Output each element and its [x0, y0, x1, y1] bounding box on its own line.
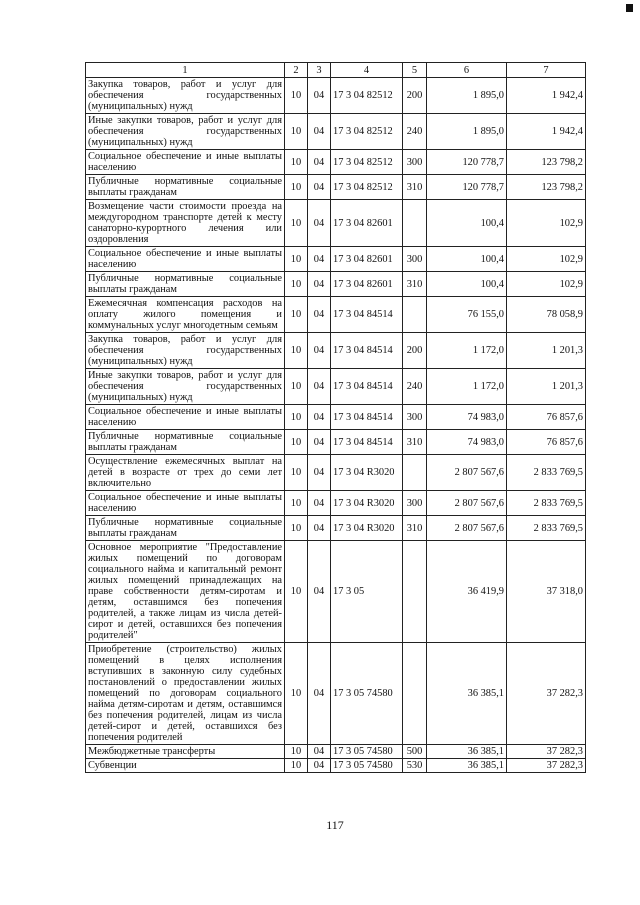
table-row [86, 247, 586, 272]
expense-type-code-cell: 310 [403, 430, 427, 455]
header-cell: 6 [427, 63, 507, 78]
expense-type-code-cell: 240 [403, 114, 427, 150]
amount-year2-cell: 76 857,6 [507, 430, 586, 455]
amount-year2-cell: 37 282,3 [507, 643, 586, 745]
target-article-code-cell: 17 3 04 82601 [331, 272, 403, 297]
target-article-code-cell: 17 3 04 82512 [331, 175, 403, 200]
amount-year2-cell: 1 942,4 [507, 78, 586, 114]
section-code-cell: 10 [285, 247, 308, 272]
target-article-code-cell: 17 3 05 74580 [331, 759, 403, 773]
subsection-code-cell: 04 [308, 405, 331, 430]
row-name-cell: Социальное обеспечение и иные выплаты населению [86, 247, 285, 272]
subsection-code-cell: 04 [308, 78, 331, 114]
target-article-code-cell: 17 3 04 84514 [331, 369, 403, 405]
target-article-code-cell: 17 3 05 74580 [331, 643, 403, 745]
expense-type-code-cell [403, 200, 427, 247]
table-row [86, 745, 586, 759]
table-row [86, 175, 586, 200]
expense-type-code-cell: 240 [403, 369, 427, 405]
subsection-code-cell: 04 [308, 247, 331, 272]
amount-year1-cell: 2 807 567,6 [427, 491, 507, 516]
budget-table [85, 62, 586, 773]
section-code-cell: 10 [285, 114, 308, 150]
amount-year1-cell: 36 385,1 [427, 643, 507, 745]
target-article-code-cell: 17 3 04 82601 [331, 247, 403, 272]
expense-type-code-cell: 300 [403, 405, 427, 430]
amount-year1-cell: 1 895,0 [427, 78, 507, 114]
row-name-cell: Межбюджетные трансферты [86, 745, 285, 759]
subsection-code-cell: 04 [308, 272, 331, 297]
amount-year1-cell: 120 778,7 [427, 175, 507, 200]
table-body [86, 63, 586, 773]
expense-type-code-cell [403, 297, 427, 333]
expense-type-code-cell: 300 [403, 247, 427, 272]
table-row [86, 333, 586, 369]
row-name-cell: Приобретение (строительство) жилых помещений в целях исполнения вступивших в законную силу судебных постановлений о предоставлении жилых помещений по договорам социального найма детям-сиротам и детям, оставшимся без попечения родителей, лицам из числа детей-сирот и детей, оставшихся без попечения родителей [86, 643, 285, 745]
amount-year2-cell: 102,9 [507, 272, 586, 297]
table-row [86, 297, 586, 333]
amount-year1-cell: 76 155,0 [427, 297, 507, 333]
row-name-cell: Иные закупки товаров, работ и услуг для обеспечения государственных (муниципальных) нужд [86, 114, 285, 150]
amount-year1-cell: 74 983,0 [427, 430, 507, 455]
page-number: 117 [326, 818, 344, 832]
amount-year2-cell: 78 058,9 [507, 297, 586, 333]
header-cell: 2 [285, 63, 308, 78]
amount-year1-cell: 100,4 [427, 200, 507, 247]
target-article-code-cell: 17 3 04 84514 [331, 430, 403, 455]
amount-year2-cell: 76 857,6 [507, 405, 586, 430]
amount-year1-cell: 36 419,9 [427, 541, 507, 643]
target-article-code-cell: 17 3 04 R3020 [331, 491, 403, 516]
amount-year2-cell: 102,9 [507, 247, 586, 272]
table-row [86, 150, 586, 175]
section-code-cell: 10 [285, 200, 308, 247]
amount-year1-cell: 1 895,0 [427, 114, 507, 150]
expense-type-code-cell: 300 [403, 491, 427, 516]
expense-type-code-cell: 200 [403, 333, 427, 369]
amount-year2-cell: 123 798,2 [507, 175, 586, 200]
amount-year2-cell: 1 201,3 [507, 369, 586, 405]
row-name-cell: Осуществление ежемесячных выплат на детей в возрасте от трех до семи лет включительно [86, 455, 285, 491]
amount-year1-cell: 120 778,7 [427, 150, 507, 175]
expense-type-code-cell [403, 455, 427, 491]
header-cell: 4 [331, 63, 403, 78]
row-name-cell: Социальное обеспечение и иные выплаты населению [86, 405, 285, 430]
expense-type-code-cell [403, 541, 427, 643]
table-row [86, 78, 586, 114]
target-article-code-cell: 17 3 04 R3020 [331, 455, 403, 491]
section-code-cell: 10 [285, 369, 308, 405]
row-name-cell: Возмещение части стоимости проезда на междугородном транспорте детей к месту санаторно-курортного лечения или оздоровления [86, 200, 285, 247]
table-row [86, 272, 586, 297]
row-name-cell: Социальное обеспечение и иные выплаты населению [86, 150, 285, 175]
section-code-cell: 10 [285, 405, 308, 430]
target-article-code-cell: 17 3 04 82512 [331, 150, 403, 175]
subsection-code-cell: 04 [308, 369, 331, 405]
expense-type-code-cell: 310 [403, 272, 427, 297]
table-header-row [86, 63, 586, 78]
amount-year2-cell: 102,9 [507, 200, 586, 247]
row-name-cell: Социальное обеспечение и иные выплаты населению [86, 491, 285, 516]
row-name-cell: Закупка товаров, работ и услуг для обеспечения государственных (муниципальных) нужд [86, 333, 285, 369]
target-article-code-cell: 17 3 05 74580 [331, 745, 403, 759]
section-code-cell: 10 [285, 333, 308, 369]
row-name-cell: Публичные нормативные социальные выплаты гражданам [86, 430, 285, 455]
amount-year2-cell: 37 282,3 [507, 759, 586, 773]
row-name-cell: Публичные нормативные социальные выплаты гражданам [86, 272, 285, 297]
header-cell: 5 [403, 63, 427, 78]
subsection-code-cell: 04 [308, 297, 331, 333]
section-code-cell: 10 [285, 455, 308, 491]
header-cell: 7 [507, 63, 586, 78]
row-name-cell: Публичные нормативные социальные выплаты гражданам [86, 175, 285, 200]
row-name-cell: Основное мероприятие "Предоставление жилых помещений по договорам социального найма и капитальный ремонт жилых помещений принадлежащих на праве собственности детям-сиротам и детям, оставшимся без попечения родителей, а также лицам из числа детей-сирот и детей, оставшихся без попечения родителей" [86, 541, 285, 643]
amount-year1-cell: 100,4 [427, 247, 507, 272]
amount-year2-cell: 37 282,3 [507, 745, 586, 759]
header-cell: 1 [86, 63, 285, 78]
subsection-code-cell: 04 [308, 541, 331, 643]
subsection-code-cell: 04 [308, 430, 331, 455]
amount-year1-cell: 100,4 [427, 272, 507, 297]
expense-type-code-cell [403, 643, 427, 745]
row-name-cell: Ежемесячная компенсация расходов на оплату жилого помещения и коммунальных услуг многодетным семьям [86, 297, 285, 333]
target-article-code-cell: 17 3 05 [331, 541, 403, 643]
section-code-cell: 10 [285, 297, 308, 333]
section-code-cell: 10 [285, 150, 308, 175]
table-row [86, 369, 586, 405]
table-row [86, 405, 586, 430]
subsection-code-cell: 04 [308, 333, 331, 369]
target-article-code-cell: 17 3 04 R3020 [331, 516, 403, 541]
expense-type-code-cell: 310 [403, 516, 427, 541]
amount-year2-cell: 123 798,2 [507, 150, 586, 175]
target-article-code-cell: 17 3 04 84514 [331, 333, 403, 369]
table-row [86, 114, 586, 150]
subsection-code-cell: 04 [308, 745, 331, 759]
expense-type-code-cell: 300 [403, 150, 427, 175]
amount-year1-cell: 36 385,1 [427, 745, 507, 759]
subsection-code-cell: 04 [308, 175, 331, 200]
target-article-code-cell: 17 3 04 84514 [331, 405, 403, 430]
amount-year1-cell: 74 983,0 [427, 405, 507, 430]
target-article-code-cell: 17 3 04 82512 [331, 114, 403, 150]
table-row [86, 516, 586, 541]
header-cell: 3 [308, 63, 331, 78]
target-article-code-cell: 17 3 04 82601 [331, 200, 403, 247]
section-code-cell: 10 [285, 759, 308, 773]
expense-type-code-cell: 310 [403, 175, 427, 200]
amount-year1-cell: 2 807 567,6 [427, 455, 507, 491]
table-row [86, 200, 586, 247]
amount-year2-cell: 1 942,4 [507, 114, 586, 150]
expense-type-code-cell: 200 [403, 78, 427, 114]
subsection-code-cell: 04 [308, 516, 331, 541]
expense-type-code-cell: 500 [403, 745, 427, 759]
scan-corner-mark [626, 4, 633, 12]
expense-type-code-cell: 530 [403, 759, 427, 773]
amount-year2-cell: 1 201,3 [507, 333, 586, 369]
section-code-cell: 10 [285, 78, 308, 114]
section-code-cell: 10 [285, 491, 308, 516]
target-article-code-cell: 17 3 04 82512 [331, 78, 403, 114]
subsection-code-cell: 04 [308, 455, 331, 491]
subsection-code-cell: 04 [308, 150, 331, 175]
subsection-code-cell: 04 [308, 200, 331, 247]
subsection-code-cell: 04 [308, 491, 331, 516]
target-article-code-cell: 17 3 04 84514 [331, 297, 403, 333]
amount-year2-cell: 2 833 769,5 [507, 455, 586, 491]
amount-year1-cell: 1 172,0 [427, 333, 507, 369]
section-code-cell: 10 [285, 541, 308, 643]
section-code-cell: 10 [285, 643, 308, 745]
table-row [86, 455, 586, 491]
amount-year2-cell: 37 318,0 [507, 541, 586, 643]
table-row [86, 541, 586, 643]
table-row [86, 643, 586, 745]
amount-year2-cell: 2 833 769,5 [507, 516, 586, 541]
table-row [86, 491, 586, 516]
section-code-cell: 10 [285, 175, 308, 200]
section-code-cell: 10 [285, 272, 308, 297]
amount-year1-cell: 36 385,1 [427, 759, 507, 773]
section-code-cell: 10 [285, 430, 308, 455]
section-code-cell: 10 [285, 745, 308, 759]
amount-year2-cell: 2 833 769,5 [507, 491, 586, 516]
row-name-cell: Субвенции [86, 759, 285, 773]
row-name-cell: Иные закупки товаров, работ и услуг для обеспечения государственных (муниципальных) нужд [86, 369, 285, 405]
subsection-code-cell: 04 [308, 114, 331, 150]
row-name-cell: Публичные нормативные социальные выплаты гражданам [86, 516, 285, 541]
section-code-cell: 10 [285, 516, 308, 541]
amount-year1-cell: 1 172,0 [427, 369, 507, 405]
subsection-code-cell: 04 [308, 643, 331, 745]
row-name-cell: Закупка товаров, работ и услуг для обеспечения государственных (муниципальных) нужд [86, 78, 285, 114]
amount-year1-cell: 2 807 567,6 [427, 516, 507, 541]
table-row [86, 759, 586, 773]
subsection-code-cell: 04 [308, 759, 331, 773]
table-row [86, 430, 586, 455]
